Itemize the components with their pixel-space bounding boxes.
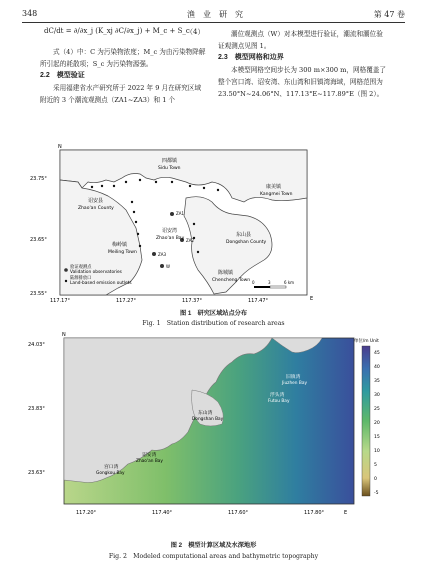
equation-number: （4） [186,28,205,36]
fig1-xtick-2: 117.37° [182,298,202,304]
place-meiling-cn: 梅岭镇 [112,242,128,248]
fig2-xtick-2: 117.60° [228,510,248,516]
figure-1-caption-en: Fig. 1 Station distribution of research areas [142,320,285,327]
fig1-ytick-0: 23.75° [30,176,47,182]
figure-2-caption-cn: 图 2 模型计算区域及水深地形 [170,542,257,549]
figure-2-caption-en: Fig. 2 Modeled computational areas and bathymetric topography [108,553,319,560]
equation-4 [44,27,204,35]
place-dongshan-bay-en: Dongshan Bay [192,417,224,422]
figure-2-bathymetry-map [22,332,412,522]
validation-cont-paragraph: 潮位观测点（W）对本模型进行验证，潮流和潮位验证观测点见图 1。 [218,30,383,50]
legend-validation-cn: 验证观测点 [70,265,92,270]
place-chencheng-en: Chencheng Town [212,278,251,283]
section-2-3-title: 2.3 模型网格和边界 [218,54,284,61]
place-sidu-cn: 四都镇 [162,158,178,164]
scale-6: 6 km [284,280,295,285]
figure-1-caption-cn: 图 1 研究区域站点分布 [179,310,248,317]
equation-note: 式（4）中：C 为污染物浓度；M_c 为由污染物降解所引起的耗散项；S_c 为污染物源强。 [40,48,206,68]
place-jiuzhen-cn: 旧镇湾 [286,375,301,380]
legend-outlet-en: Land-based emission outlets [70,281,132,286]
fig2-ytick-0: 24.03° [28,342,45,348]
cbar-tick-40: 40 [374,365,380,370]
legend-validation-en: Validation observatories [70,270,122,275]
place-sidu-en: Sidu Town [158,166,181,171]
scale-0: 0 [252,280,255,285]
station-label-za1: ZA1 [176,211,185,216]
fig2-ytick-2: 23.63° [28,470,45,476]
fig1-ytick-2: 23.55° [30,291,47,297]
scale-3: 3 [268,280,271,285]
place-chencheng-cn: 陈城镇 [218,270,234,276]
place-gongkou-cn: 宫口湾 [104,465,119,470]
validation-paragraph: 采用福建省水产研究所于 2022 年 9 月在研究区域附近的 3 个潮流观测点（ZA1~ZA3）和 1 个 [40,84,202,104]
station-label-za2: ZA2 [186,238,195,243]
journal-name: 渔 业 研 究 [187,10,243,19]
fig1-ytick-1: 23.65° [30,237,47,243]
fig2-xtick-3: 117.80° [304,510,324,516]
cbar-tick-20: 20 [374,421,380,426]
place-zhaoan-bay2-cn: 诏安湾 [142,453,157,458]
place-meiling-en: Meiling Town [108,250,137,255]
fig1-xtick-0: 117.17° [50,298,70,304]
figure-1-station-map [22,142,322,304]
place-futou-en: Futou Bay [268,399,290,404]
cbar-tick-10: 10 [374,449,380,454]
fig2-x-unit: E [344,510,348,516]
right-column [218,28,388,100]
fig2-ytick-1: 23.83° [28,406,45,412]
place-zhaoan-county-en: Zhao'an County [78,206,114,211]
fig2-colorbar [362,346,370,496]
colorbar-ticks [374,350,380,496]
cbar-tick-45: 45 [374,351,380,356]
left-column [40,46,206,106]
fig1-xtick-3: 117.47° [248,298,268,304]
cbar-tick-35: 35 [374,379,380,384]
place-kangmei-cn: 康美镇 [266,184,282,190]
page-number: 348 [22,9,38,18]
section-2-2-title: 2.2 模型验证 [40,72,85,79]
place-zhaoan-bay-cn: 诏安湾 [162,228,178,234]
cbar-tick-25: 25 [374,407,380,412]
cbar-tick-5: 5 [374,463,377,468]
station-label-za3: ZA3 [158,252,167,257]
cbar-tick-neg5: -5 [374,491,379,496]
running-header [22,9,405,23]
header-rule [22,22,405,23]
cbar-tick-0: 0 [374,477,377,482]
place-dongshan-bay-cn: 东山湾 [198,411,213,416]
fig1-xtick-1: 117.27° [116,298,136,304]
grid-paragraph: 本模型网格空间步长为 300 m×300 m，网格覆盖了整个宫口湾、诏安湾、东山湾和旧镇湾海域，网格范围为 23.50°N~24.06°N、117.13°E~117.89°E（图 2）。 [218,66,386,98]
legend-outlet-cn: 陆源排放口 [70,276,92,281]
place-futou-cn: 浮头湾 [270,393,285,398]
place-zhaoan-county-cn: 诏安县 [88,198,104,204]
fig1-x-unit: E [310,296,314,302]
fig2-xtick-0: 117.20° [76,510,96,516]
place-zhaoan-bay2-en: Zhao'an Bay [136,459,163,464]
equation-text: dC/dt = ∂/∂x_j (K_xj ∂C/∂x_j) + M_c + S_c [44,27,190,35]
cbar-tick-30: 30 [374,393,380,398]
fig2-xtick-1: 117.40° [152,510,172,516]
place-dongshan-cn: 东山县 [236,232,252,238]
place-jiuzhen-en: Jiuzhen Bay [282,381,308,386]
place-kangmei-en: Kangmei Town [260,192,293,197]
fig2-y-unit: N [62,332,66,338]
station-label-w: W [166,264,170,269]
place-gongkou-en: Gongkou Bay [96,471,125,476]
cbar-tick-15: 15 [374,435,380,440]
colorbar-title: 单位/m Unit [354,339,379,344]
place-zhaoan-bay-en: Zhao'an Bay [156,236,185,241]
place-dongshan-en: Dongshan County [226,240,267,245]
volume-label: 第 47 卷 [373,10,405,19]
fig1-y-unit: N [58,144,62,150]
